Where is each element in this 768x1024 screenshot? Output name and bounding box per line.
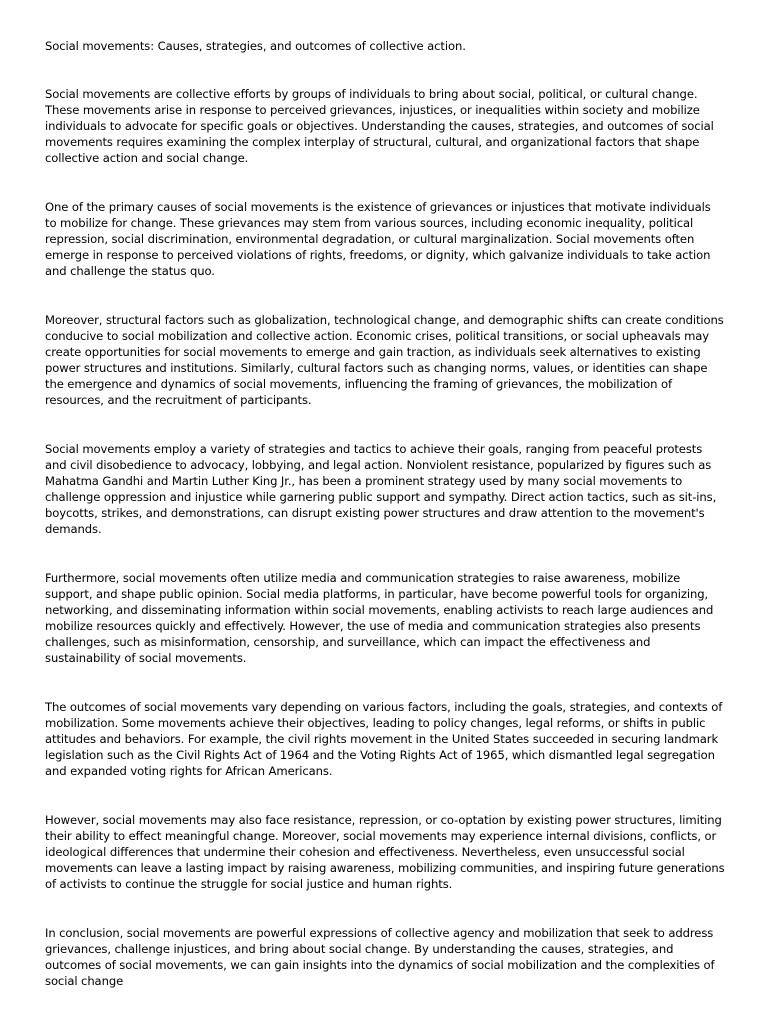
- paragraph: The outcomes of social movements vary depending on various factors, including the goals, strategies, and contexts of mobilization. Some movements achieve their objectives, leading to policy changes, legal reforms, or shifts in public attitudes and behaviors. For example, the civil rights movement in the United States succeeded in securing landmark legislation such as the Civil Rights Act of 1964 and the Voting Rights Act of 1965, which dismantled legal segregation and expanded voting rights for African Americans.: [45, 700, 723, 778]
- paragraph: In conclusion, social movements are powerful expressions of collective agency and mobilization that seek to address grievances, challenge injustices, and bring about social change. By understanding the causes, strategies, and outcomes of social movements, we can gain insights into the dynamics of social mobilization and the complexities of social change: [45, 926, 715, 988]
- paragraph: Moreover, structural factors such as globalization, technological change, and demographic shifts can create conditions conducive to social mobilization and collective action. Economic crises, political transitions, or social upheavals may create opportunities for social movements to emerge and gain traction, as individuals seek alternatives to existing power structures and institutions. Similarly, cultural factors such as changing norms, values, or identities can shape the emergence and dynamics of social movements, influencing the framing of grievances, the mobilization of resources, and the recruitment of participants.: [45, 313, 724, 407]
- document-title: Social movements: Causes, strategies, and outcomes of collective action.: [45, 39, 466, 53]
- document-body: [45, 38, 725, 1022]
- paragraph: However, social movements may also face resistance, repression, or co-optation by existing power structures, limiting their ability to effect meaningful change. Moreover, social movements may experience internal divisions, conflicts, or ideological differences that undermine their cohesion and effectiveness. Nevertheless, even unsuccessful social movements can leave a lasting impact by raising awareness, mobilizing communities, and inspiring future generations of activists to continue the struggle for social justice and human rights.: [45, 813, 725, 891]
- paragraph: Social movements are collective efforts by groups of individuals to bring about social, political, or cultural change. These movements arise in response to perceived grievances, injustices, or inequalities within society and mobilize individuals to advocate for specific goals or objectives. Understanding the causes, strategies, and outcomes of social movements requires examining the complex interplay of structural, cultural, and organizational factors that shape collective action and social change.: [45, 87, 714, 165]
- paragraph: Furthermore, social movements often utilize media and communication strategies to raise awareness, mobilize support, and shape public opinion. Social media platforms, in particular, have become powerful tools for organizing, networking, and disseminating information within social movements, enabling activists to reach large audiences and mobilize resources quickly and effectively. However, the use of media and communication strategies also presents challenges, such as misinformation, censorship, and surveillance, which can impact the effectiveness and sustainability of social movements.: [45, 571, 714, 665]
- paragraph: Social movements employ a variety of strategies and tactics to achieve their goals, ranging from peaceful protests and civil disobedience to advocacy, lobbying, and legal action. Nonviolent resistance, popularized by figures such as Mahatma Gandhi and Martin Luther King Jr., has been a prominent strategy used by many social movements to challenge oppression and injustice while garnering public support and sympathy. Direct action tactics, such as sit-ins, boycotts, strikes, and demonstrations, can disrupt existing power structures and draw attention to the movement's demands.: [45, 442, 717, 536]
- paragraph: One of the primary causes of social movements is the existence of grievances or injustices that motivate individuals to mobilize for change. These grievances may stem from various sources, including economic inequality, political repression, social discrimination, environmental degradation, or cultural marginalization. Social movements often emerge in response to perceived violations of rights, freedoms, or dignity, which galvanize individuals to take action and challenge the status quo.: [45, 200, 711, 278]
